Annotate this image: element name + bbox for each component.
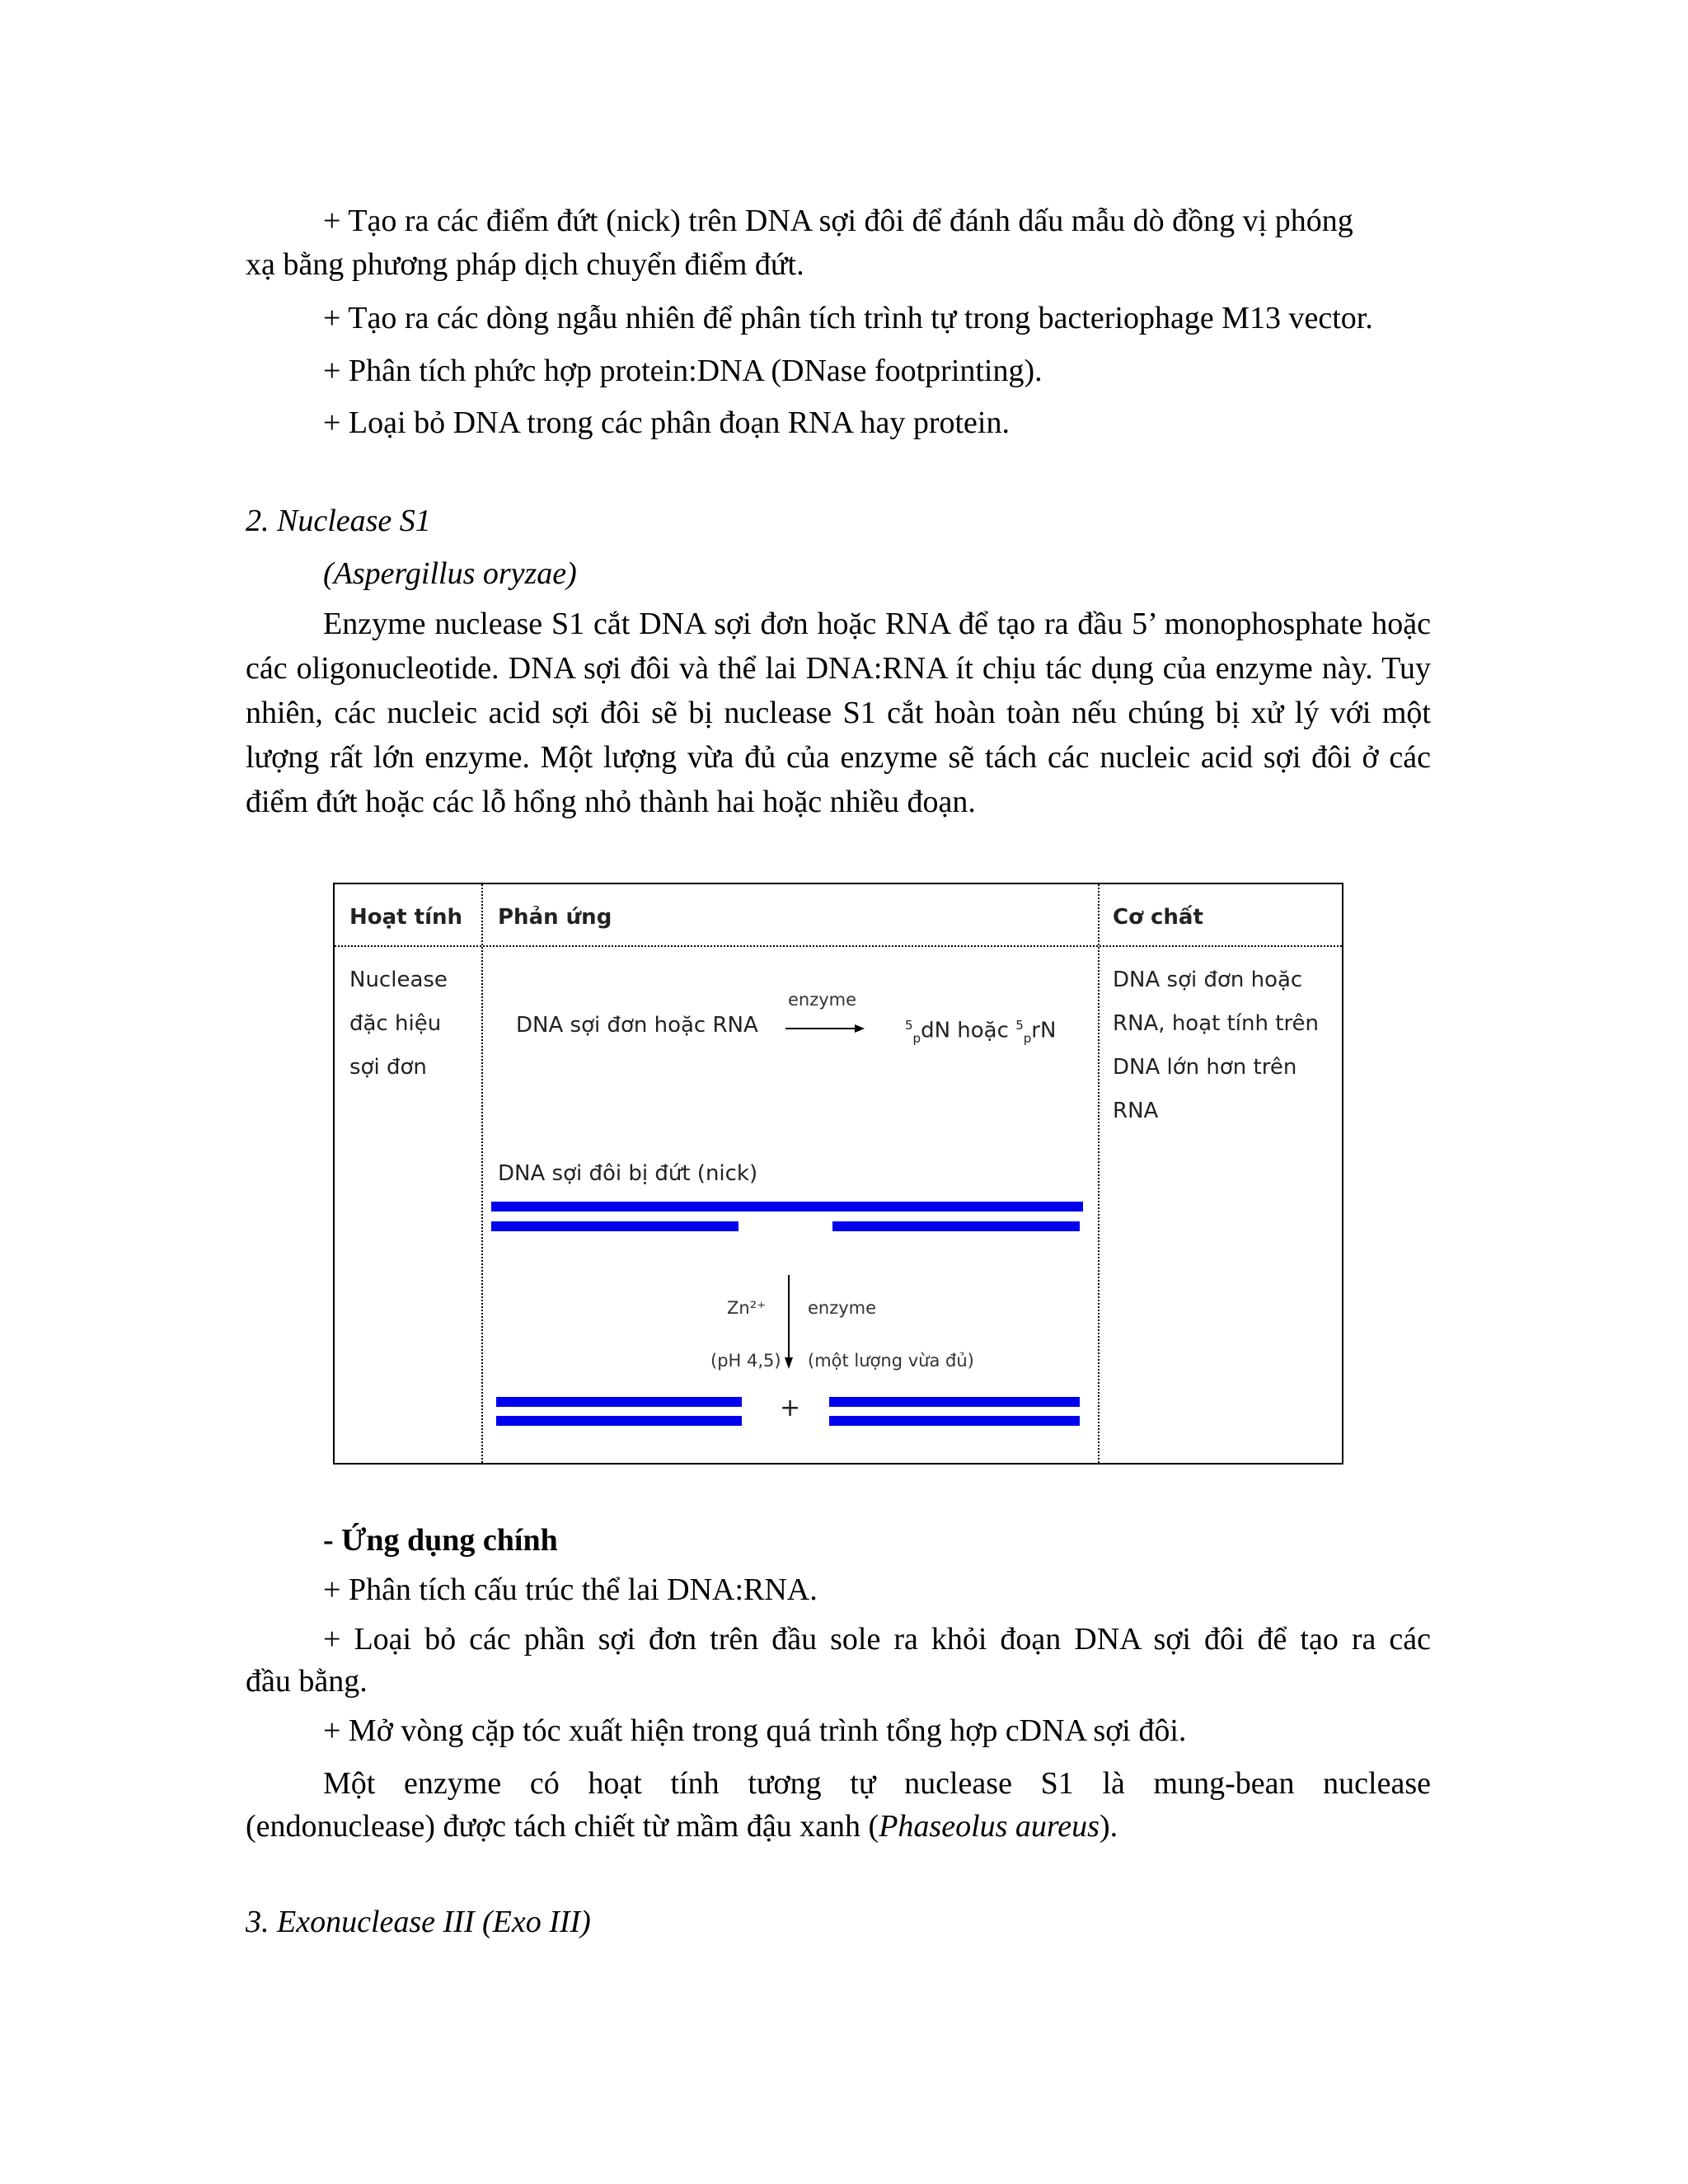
application-2-line-2: đầu bằng.: [246, 1664, 368, 1699]
activity-line-1: Nuclease: [349, 968, 448, 992]
product-a-strand-1: [496, 1397, 742, 1407]
application-1: + Phân tích cấu trúc thể lai DNA:RNA.: [323, 1572, 818, 1607]
species-name: Phaseolus aureus: [879, 1809, 1100, 1844]
bullet-1-line-1: + Tạo ra các điểm đứt (nick) trên DNA sợi đôi để đánh dấu mẫu dò đồng vị phóng: [323, 204, 1353, 238]
activity-line-3: sợi đơn: [349, 1055, 427, 1080]
closing-line-1: Một enzyme có hoạt tính tương tự nuclease S1 là mung-bean nuclease: [323, 1766, 1431, 1801]
substrate-line-1: DNA sợi đơn hoặc: [1113, 968, 1303, 992]
reaction-2-enzyme: enzyme: [808, 1298, 877, 1318]
dna-bottom-strand-left: [491, 1221, 738, 1231]
bullet-3: + Phân tích phức hợp protein:DNA (DNase footprinting).: [323, 354, 1043, 388]
reaction-2-arrow-icon: [783, 1273, 795, 1371]
column-divider-1: [481, 884, 483, 1463]
dna-top-strand: [491, 1202, 1083, 1212]
reaction-2-amount: (một lượng vừa đủ): [808, 1351, 974, 1371]
section-2-heading: 2. Nuclease S1: [246, 504, 431, 538]
closing-line-2: (endonuclease) được tách chiết từ mầm đậu xanh (Phaseolus aureus).: [246, 1809, 1118, 1844]
reaction-1-reactant: DNA sợi đơn hoặc RNA: [516, 1013, 758, 1038]
reaction-1-enzyme-label: enzyme: [788, 990, 857, 1010]
plus-sign: +: [780, 1394, 801, 1422]
product-a-strand-2: [496, 1416, 742, 1426]
product-b-strand-1: [829, 1397, 1080, 1407]
reaction-2-ion: Zn²⁺: [727, 1298, 767, 1318]
section-2-source: (Aspergillus oryzae): [323, 556, 577, 591]
activity-line-2: đặc hiệu: [349, 1011, 442, 1036]
nuclease-s1-table: [333, 883, 1343, 1465]
applications-heading: - Ứng dụng chính: [323, 1523, 558, 1558]
section-3-heading: 3. Exonuclease III (Exo III): [246, 1905, 591, 1939]
section-2-paragraph: Enzyme nuclease S1 cắt DNA sợi đơn hoặc RNA để tạo ra đầu 5’ monophosphate hoặc các oligonucleotide. DNA sợi đôi và thể lai DNA:RNA ít chịu tác dụng của enzyme này. Tuy nhiên, các nucleic acid sợi đôi sẽ bị nuclease S1 cắt hoàn toàn nếu chúng bị xử lý với một lượng rất lớn enzyme. Một lượng vừa đủ của enzyme sẽ tách các nucleic acid sợi đôi ở các điểm đứt hoặc các lỗ hổng nhỏ thành hai hoặc nhiều đoạn.: [246, 607, 1431, 819]
dna-bottom-strand-right: [832, 1221, 1080, 1231]
product-b-strand-2: [829, 1416, 1080, 1426]
reaction-2-ph: (pH 4,5): [710, 1351, 781, 1371]
header-activity: Hoạt tính: [349, 905, 463, 930]
reaction-1-arrow-icon: [784, 1023, 866, 1034]
reaction-1-product: $^5_p$dN hoặc $^5_p$rN: [905, 1018, 1057, 1046]
substrate-line-3: DNA lớn hơn trên: [1113, 1055, 1297, 1080]
header-substrate: Cơ chất: [1113, 905, 1203, 930]
application-3: + Mở vòng cặp tóc xuất hiện trong quá trình tổng hợp cDNA sợi đôi.: [323, 1713, 1187, 1748]
bullet-4: + Loại bỏ DNA trong các phân đoạn RNA hay protein.: [323, 405, 1010, 440]
bullet-1-line-2: xạ bằng phương pháp dịch chuyển điểm đứt.: [246, 247, 804, 282]
bullet-2: + Tạo ra các dòng ngẫu nhiên để phân tích trình tự trong bacteriophage M13 vector.: [323, 301, 1373, 335]
header-reaction: Phản ứng: [498, 905, 612, 930]
substrate-line-4: RNA: [1113, 1099, 1159, 1123]
header-divider: [335, 945, 1342, 947]
substrate-line-2: RNA, hoạt tính trên: [1113, 1011, 1320, 1036]
column-divider-2: [1098, 884, 1100, 1463]
application-2-line-1: + Loại bỏ các phần sợi đơn trên đầu sole ra khỏi đoạn DNA sợi đôi để tạo ra các: [323, 1622, 1431, 1657]
reaction-2-label: DNA sợi đôi bị đứt (nick): [498, 1161, 758, 1186]
